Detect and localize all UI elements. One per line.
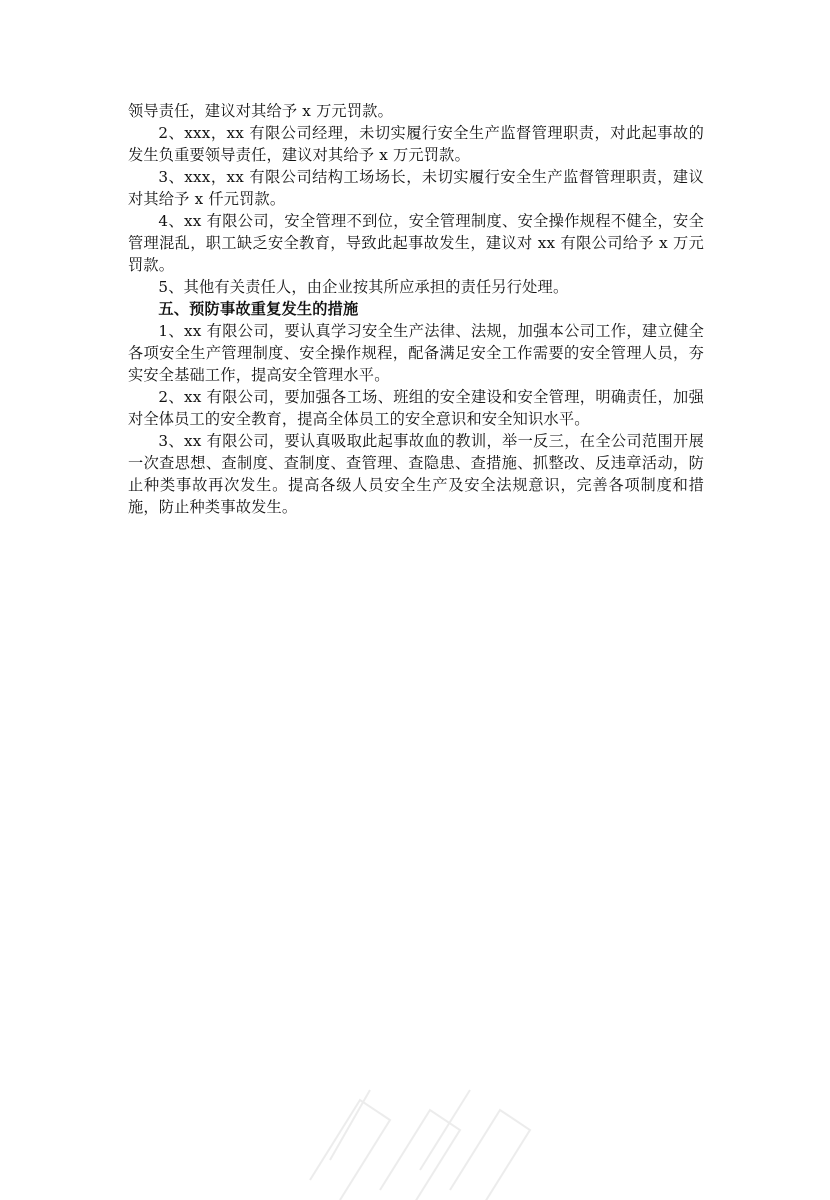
measure-item-2: 2、xx 有限公司，要加强各工场、班组的安全建设和安全管理，明确责任，加强对全体员工的安全教育，提高全体员工的安全意识和安全知识水平。 xyxy=(128,388,704,428)
watermark-stamp-icon xyxy=(300,1060,560,1200)
penalty-item-5: 5、其他有关责任人，由企业按其所应承担的责任另行处理。 xyxy=(158,278,569,296)
measure-item-3: 3、xx 有限公司，要认真吸取此起事故血的教训，举一反三，在全公司范围开展一次查思想、查制度、查制度、查管理、查隐患、查措施、抓整改、反违章活动，防止种类事故再次发生。提高各级人员安全生产及安全法规意识，完善各项制度和措施，防止种类事故发生。 xyxy=(128,432,704,516)
penalty-item-2: 2、xxx，xx 有限公司经理，未切实履行安全生产监督管理职责，对此起事故的发生负重要领导责任，建议对其给予 x 万元罚款。 xyxy=(128,124,704,164)
document-body xyxy=(128,100,704,518)
paragraph-carryover: 领导责任，建议对其给予 x 万元罚款。 xyxy=(128,102,394,120)
penalty-item-4: 4、xx 有限公司，安全管理不到位，安全管理制度、安全操作规程不健全，安全管理混乱，职工缺乏安全教育，导致此起事故发生，建议对 xx 有限公司给予 x 万元罚款。 xyxy=(128,212,704,274)
penalty-item-3: 3、xxx，xx 有限公司结构工场场长，未切实履行安全生产监督管理职责，建议对其给予 x 仟元罚款。 xyxy=(128,168,704,208)
measure-item-1: 1、xx 有限公司，要认真学习安全生产法律、法规，加强本公司工作，建立健全各项安全生产管理制度、安全操作规程，配备满足安全工作需要的安全管理人员，夯实安全基础工作，提高安全管理水平。 xyxy=(128,322,704,384)
section-heading-prevention: 五、预防事故重复发生的措施 xyxy=(158,300,359,318)
